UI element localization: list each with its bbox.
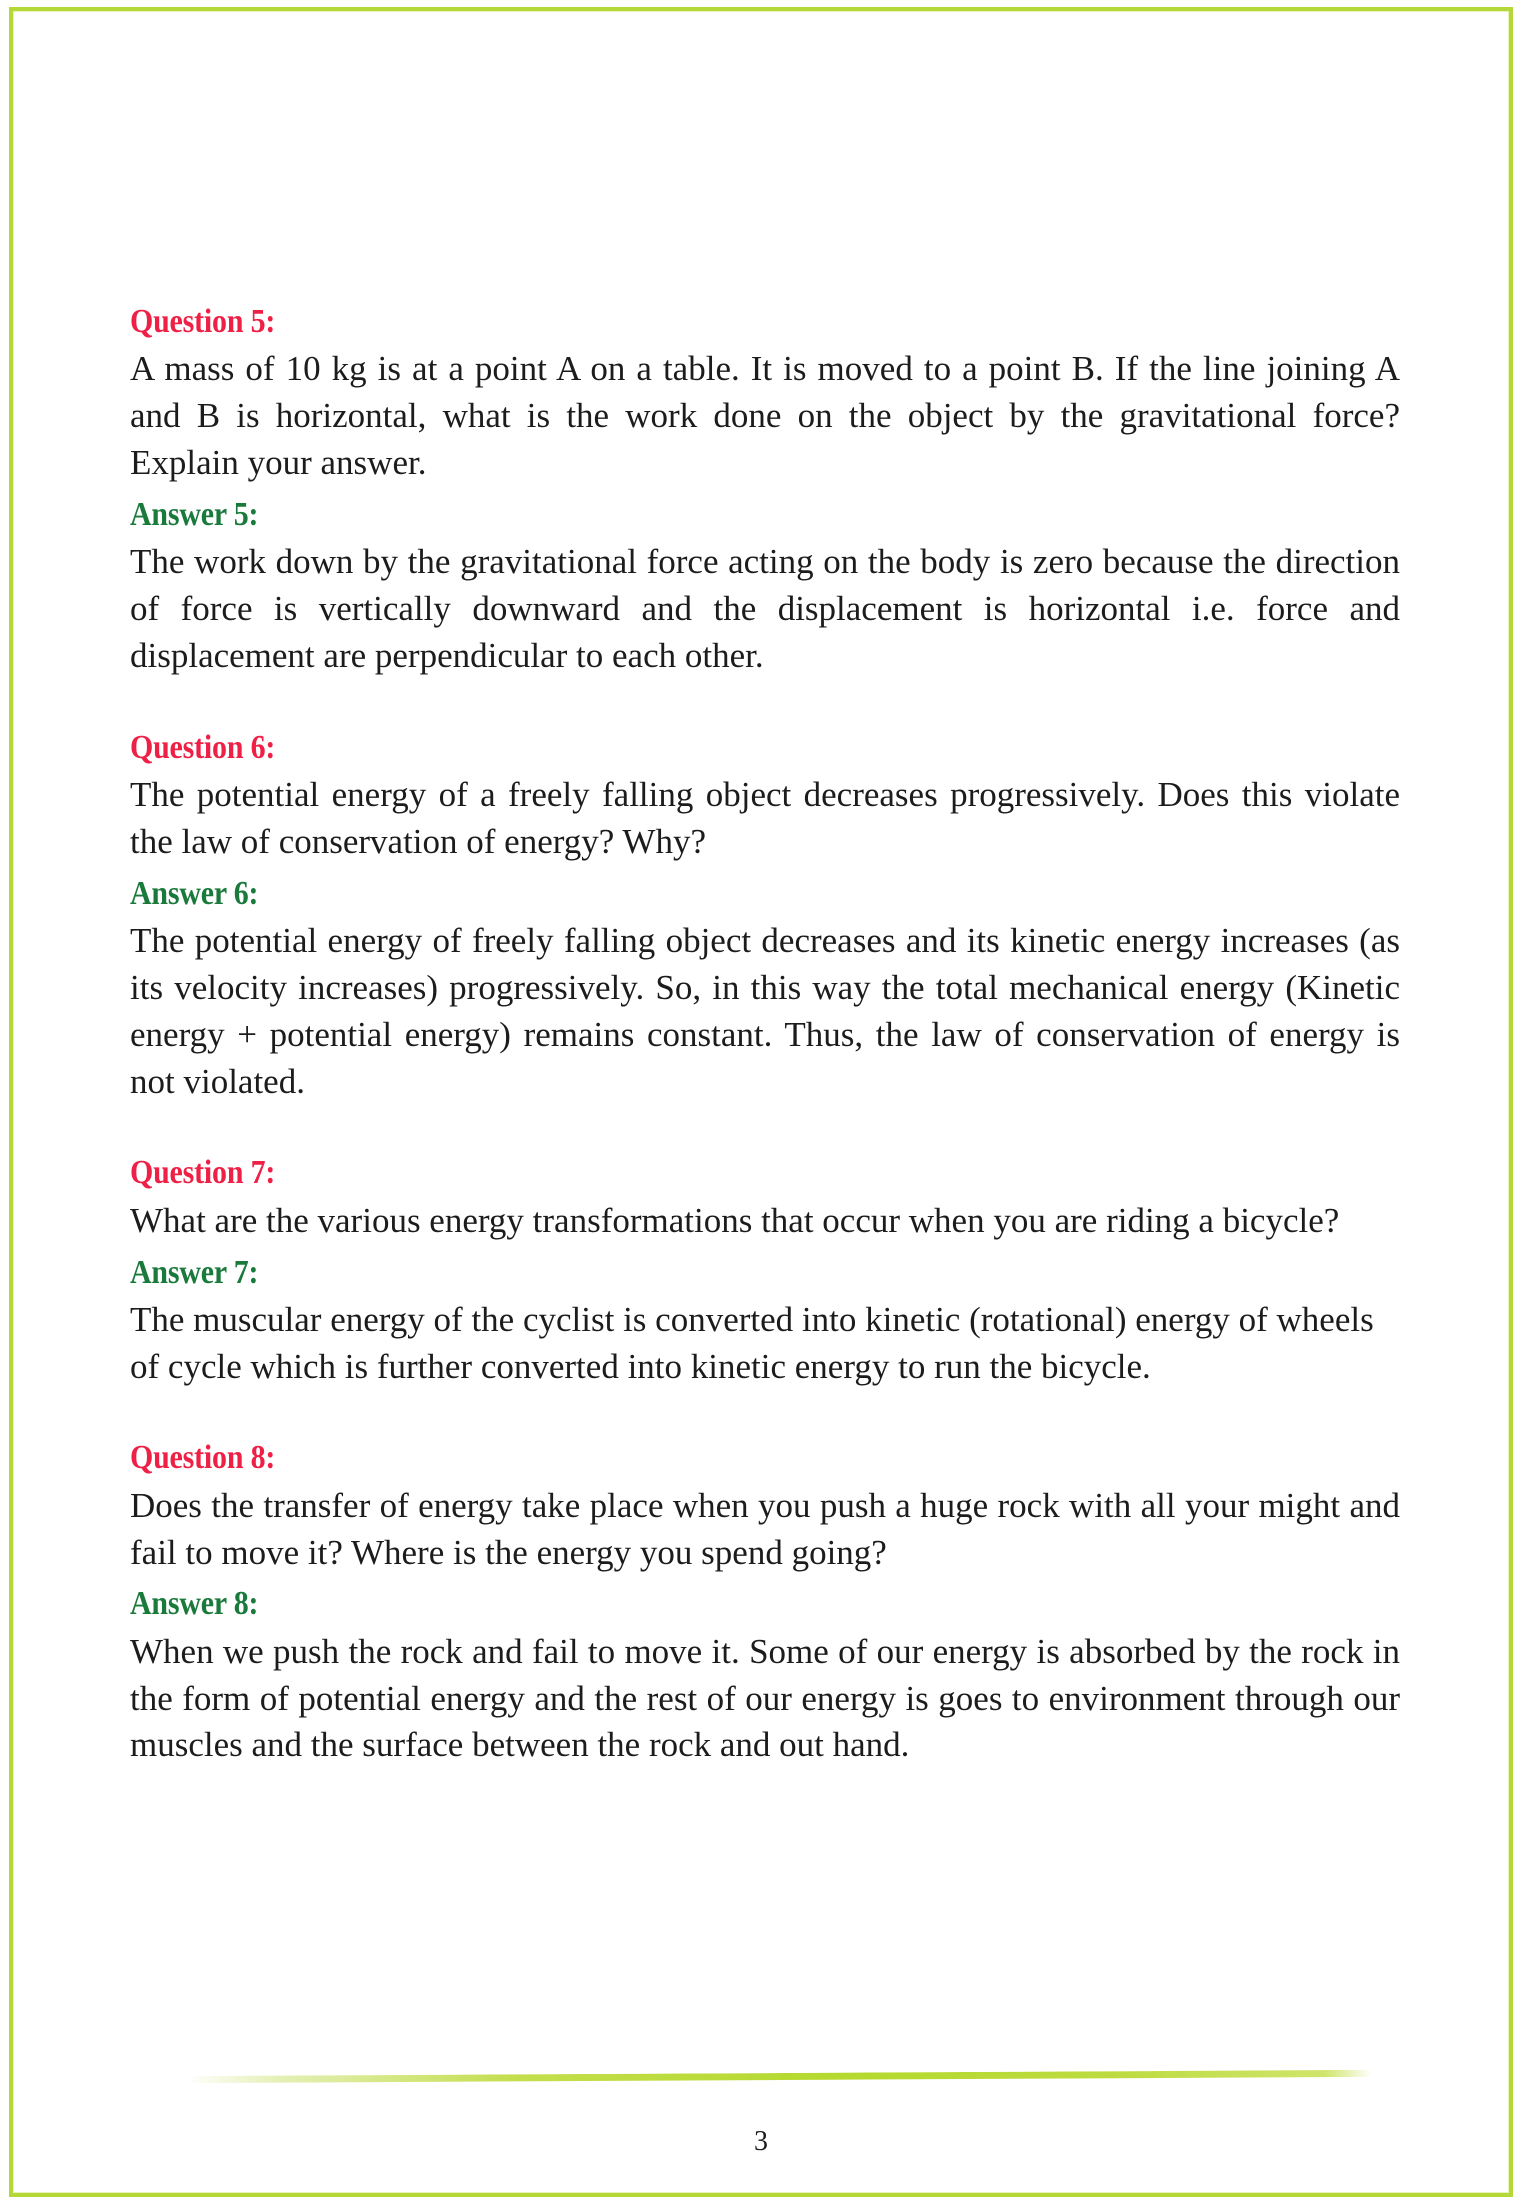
page-number: 3 (754, 2126, 768, 2157)
answer-text-5: The work down by the gravitational force acting on the body is zero because the direction of force is vertically downward and the displacement is horizontal i.e. force and displacement are perpendicular to each other. (130, 542, 1400, 675)
document-content (130, 300, 1400, 1769)
qa-block-8 (130, 1436, 1400, 1769)
question-heading-6: Question 6: (130, 728, 276, 766)
answer-heading-8: Answer 8: (130, 1585, 259, 1623)
question-text-7: What are the various energy transformations that occur when you are riding a bicycle? (130, 1200, 1340, 1240)
question-text-5: A mass of 10 kg is at a point A on a table. It is moved to a point B. If the line joining A and B is horizontal, what is the work done on the object by the gravitational force? Explain your answer. (130, 349, 1400, 482)
answer-heading-7: Answer 7: (130, 1253, 259, 1291)
answer-text-7: The muscular energy of the cyclist is converted into kinetic (rotational) energy of wheels of cycle which is further converted into kinetic energy to run the bicycle. (130, 1299, 1374, 1386)
answer-heading-5: Answer 5: (130, 495, 259, 533)
qa-block-6 (130, 726, 1400, 1106)
qa-block-5 (130, 300, 1400, 680)
question-heading-5: Question 5: (130, 303, 276, 340)
answer-text-8: When we push the rock and fail to move it. Some of our energy is absorbed by the rock in the form of potential energy and the rest of our energy is goes to environment through our muscles and the surface between the rock and out hand. (130, 1631, 1400, 1765)
qa-block-7 (130, 1151, 1400, 1390)
answer-heading-6: Answer 6: (130, 874, 259, 912)
question-heading-8: Question 8: (130, 1439, 276, 1477)
question-heading-7: Question 7: (130, 1154, 276, 1192)
answer-text-6: The potential energy of freely falling object decreases and its kinetic energy increases (as its velocity increases) progressively. So, in this way the total mechanical energy (Kinetic energy + potential energy) remains constant. Thus, the law of conservation of energy is not violated. (130, 920, 1400, 1101)
question-text-8: Does the transfer of energy take place when you push a huge rock with all your might and fail to move it? Where is the energy you spend going? (130, 1485, 1400, 1572)
question-text-6: The potential energy of a freely falling object decreases progressively. Does this violate the law of conservation of energy? Why? (130, 774, 1400, 861)
